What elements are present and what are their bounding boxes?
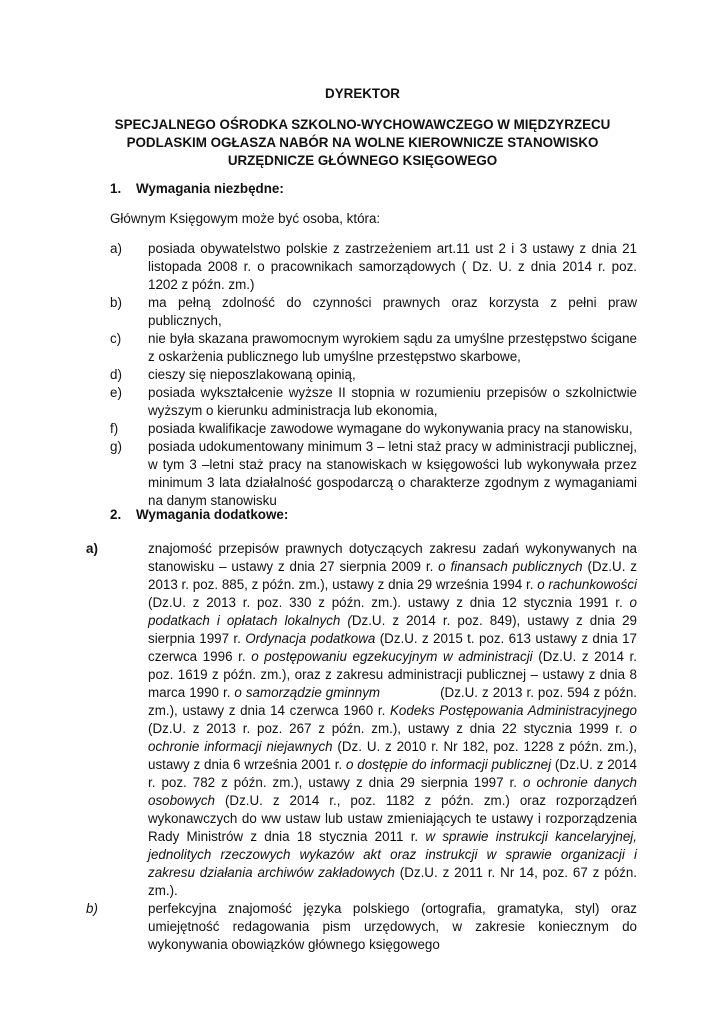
- item-text: posiada kwalifikacje zawodowe wymagane do wykonywania pracy na stanowisku,: [148, 421, 633, 436]
- item-text: posiada udokumentowany minimum 3 – letni staż pracy w administracji publicznej, w tym 3 –letni staż pracy na stanowiskach w księgowości lub wykonywała przez minimum 3 lata działalność gospodarczą o charakterze zgodnym z wymaganiami na danym stanowisku: [148, 439, 637, 508]
- section-number: 2.: [110, 507, 122, 522]
- list-item: [110, 384, 637, 420]
- item-text-b: perfekcyjna znajomość języka polskiego (ortografia, gramatyka, styl) oraz umiejętność redagowania pism urzędowych, w zakresie koniecznym do wykonywania obowiązków głównego księgowego: [148, 901, 637, 952]
- section-number: 1.: [110, 181, 122, 196]
- subtitle-line: PODLASKIM OGŁASZA NABÓR NA WOLNE KIEROWNICZE STANOWISKO: [126, 135, 599, 150]
- section-2-heading: [110, 506, 288, 524]
- list-item: [110, 294, 637, 330]
- section-1-heading: [110, 180, 284, 198]
- list-item: [86, 540, 637, 900]
- subtitle-line: SPECJALNEGO OŚRODKA SZKOLNO-WYCHOWAWCZEGO W MIĘDZYRZECU: [114, 117, 611, 132]
- list-item: [110, 366, 637, 384]
- item-text: posiada wykształcenie wyższe II stopnia w rozumieniu przepisów o szkolnictwie wyższym o kierunku administracja lub ekonomia,: [148, 385, 637, 418]
- list-item: [110, 420, 637, 438]
- document-title: DYREKTOR: [325, 86, 400, 101]
- section-title: Wymagania dodatkowe:: [136, 507, 289, 522]
- item-label: b): [86, 901, 98, 916]
- item-label: e): [110, 385, 122, 400]
- item-text: posiada obywatelstwo polskie z zastrzeżeniem art.11 ust 2 i 3 ustawy z dnia 21 listopada 2008 r. o pracownikach samorządowych ( Dz. U. z dnia 2014 r. poz. 1202 z późn. zm.): [148, 241, 637, 292]
- section-title: Wymagania niezbędne:: [136, 181, 284, 196]
- required-list: [110, 240, 637, 510]
- item-label: d): [110, 367, 122, 382]
- list-item: [110, 438, 637, 510]
- item-text-a: znajomość przepisów prawnych dotyczących zakresu zadań wykonywanych na stanowisku – ustawy z dnia 27 sierpnia 2009 r. o finansach publicznych (Dz.U. z 2013 r. poz. 885, z późn. zm.), ustawy z dnia 29 września 1994 r. o rachunkowości (Dz.U. z 2013 r. poz. 330 z późn. zm.). ustawy z dnia 12 stycznia 1991 r. o podatkach i opłatach lokalnych (Dz.U. z 2014 r. poz. 849), ustawy z dnia 29 sierpnia 1997 r. Ordynacja podatkowa (Dz.U. z 2015 t. poz. 613 ustawy z dnia 17 czerwca 1996 r. o postępowaniu egzekucyjnym w administracji (Dz.U. z 2014 r. poz. 1619 z późn. zm.), oraz z zakresu administracji publicznej – ustawy z dnia 8 marca 1990 r. o samorządzie gminnym (Dz.U. z 2013 r. poz. 594 z późn. zm.), ustawy z dnia 14 czerwca 1960 r. Kodeks Postępowania Administracyjnego (Dz.U. z 2013 r. poz. 267 z późn. zm.), ustawy z dnia 22 stycznia 1999 r. o ochronie informacji niejawnych (Dz. U. z 2010 r. Nr 182, poz. 1228 z późn. zm.), ustawy z dnia 6 września 2001 r. o dostępie do informacji publicznej (Dz.U. z 2014 r. poz. 782 z późn. zm.), ustawy z dnia 29 sierpnia 1997 r. o ochronie danych osobowych (Dz.U. z 2014 r., poz. 1182 z późn. zm.) oraz rozporządzeń wykonawczych do ww ustaw lub ustaw zmieniających te ustawy i rozporządzenia Rady Ministrów z dnia 18 stycznia 2011 r. w sprawie instrukcji kancelaryjnej, jednolitych rzeczowych wykazów akt oraz instrukcji w sprawie organizacji i zakresu działania archiwów zakładowych (Dz.U. z 2011 r. Nr 14, poz. 67 z późn. zm.).: [148, 541, 638, 898]
- list-item: [86, 900, 637, 954]
- item-label: c): [110, 331, 122, 346]
- item-label: f): [110, 421, 119, 436]
- section-1-intro: Głównym Księgowym może być osoba, która:: [110, 211, 381, 226]
- subtitle-line: URZĘDNICZE GŁÓWNEGO KSIĘGOWEGO: [227, 153, 498, 168]
- item-text: ma pełną zdolność do czynności prawnych oraz korzysta z pełni praw publicznych,: [148, 295, 637, 328]
- item-label: a): [86, 541, 98, 556]
- item-label: b): [110, 295, 122, 310]
- document-subtitle: [0, 116, 725, 170]
- list-item: [110, 330, 637, 366]
- item-text: cieszy się nieposzlakowaną opinią,: [148, 367, 356, 382]
- item-label: a): [110, 241, 122, 256]
- additional-list: [86, 540, 637, 954]
- item-text: nie była skazana prawomocnym wyrokiem sądu za umyślne przestępstwo ścigane z oskarżenia publicznego lub umyślne przestępstwo skarbowe,: [148, 331, 637, 364]
- list-item: [110, 240, 637, 294]
- item-label: g): [110, 439, 122, 454]
